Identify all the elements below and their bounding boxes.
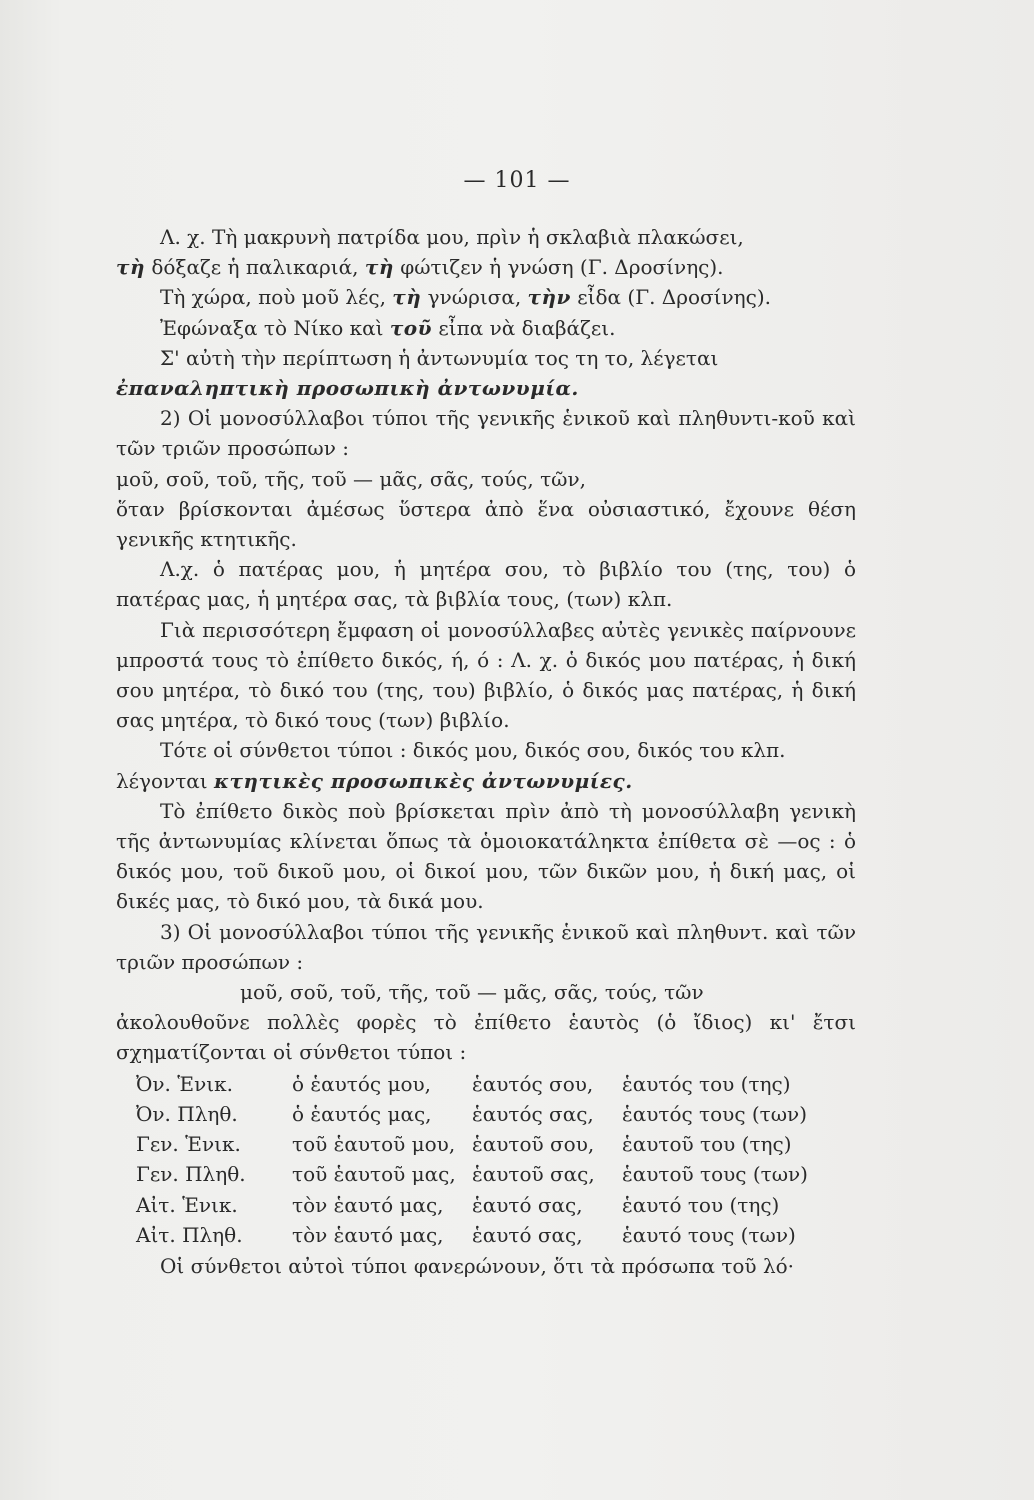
declension-row (136, 1129, 808, 1159)
text-run: Τὴ χώρα, ποὺ μοῦ λές, (160, 285, 393, 310)
declension-cell: τὸν ἑαυτό μας, (292, 1192, 444, 1217)
declension-cell: Γεν. Πληθ. (136, 1162, 246, 1187)
declension-cell: ἑαυτοῦ τους (των) (622, 1162, 808, 1187)
emphasis: τὴ (116, 255, 145, 280)
declension-cell: ἑαυτοῦ σου, (472, 1132, 595, 1157)
declension-cell: Γεν. Ἑνικ. (136, 1132, 241, 1157)
term-possessive-line (116, 766, 856, 796)
declension-row (136, 1190, 808, 1220)
example-line-1: Λ. χ. Τὴ μακρυνὴ πατρίδα μου, πρὶν ἡ σκλαβιὰ πλακώσει, (160, 225, 744, 249)
bold-term: κτητικὲς προσωπικὲς ἀντωνυμίες. (213, 768, 633, 793)
term-repetitive-pronoun (116, 373, 856, 403)
declension-cell: ἑαυτός σας, (472, 1101, 594, 1126)
text-run: γνώρισα, (421, 285, 528, 310)
pronoun-list-1: μοῦ, σοῦ, τοῦ, τῆς, τοῦ — μᾶς, σᾶς, τούς, τῶν, (116, 466, 586, 491)
emphasis: τὴ (364, 255, 394, 280)
text-run: λέγονται (116, 768, 214, 793)
paragraph-2: 2) Οἱ μονοσύλλαβοι τύποι τῆς γενικῆς ἑνικοῦ καὶ πληθυντι-κοῦ καὶ τῶν τριῶν προσώπων : (116, 406, 856, 461)
declension-cell: ὁ ἑαυτός μας, (292, 1101, 432, 1126)
paragraph-definition: Σ' αὐτὴ τὴν περίπτωση ἡ ἀντωνυμία τος τη το, λέγεται (160, 345, 719, 370)
example-line-3 (116, 282, 856, 312)
body-text (116, 222, 856, 1281)
text-run: Ἐφώναξα τὸ Νίκο καὶ (160, 315, 390, 340)
declension-row (136, 1159, 808, 1189)
declension-cell: ἑαυτοῦ σας, (472, 1162, 595, 1187)
paragraph-3: 3) Οἱ μονοσύλλαβοι τύποι τῆς γενικῆς ἑνικοῦ καὶ πληθυντ. καὶ τῶν τριῶν προσώπων : (116, 919, 856, 974)
text-run: δόξαζε ἡ παλικαριά, (145, 255, 365, 280)
emphasis: τὴ (392, 285, 422, 310)
declension-row (136, 1069, 808, 1099)
declension-cell: τοῦ ἑαυτοῦ μας, (292, 1162, 456, 1187)
declension-cell: Αἰτ. Πληθ. (136, 1222, 243, 1247)
example-line-2 (116, 252, 856, 282)
declension-cell: ἑαυτός τους (των) (622, 1101, 808, 1126)
declension-cell: ἑαυτό του (της) (622, 1192, 780, 1217)
declension-body (136, 1069, 808, 1250)
declension-cell: ἑαυτό σας, (472, 1192, 583, 1217)
bold-term: ἐπαναληπτικὴ προσωπικὴ ἀντωνυμία. (116, 376, 579, 401)
paragraph-emphasis: Γιὰ περισσότερη ἔμφαση οἱ μονοσύλλαβες αὐτὲς γενικὲς παίρνουνε μπροστά τους τὸ ἐπίθετο δικός, ή, ό : Λ. χ. ὁ δικός μου πατέρας, ἡ δική σου μητέρα, τὸ δικό του (της, του) βιβλίο, ὁ δικός μας πατέρας, ἡ δική σας μητέρα, τὸ δικό τους (των) βιβλίο. (116, 617, 856, 733)
emphasis: τοῦ (389, 315, 433, 340)
text-run: φώτιζεν ἡ γνώση (Γ. Δροσίνης). (393, 255, 724, 280)
declension-cell: ἑαυτός σου, (472, 1071, 594, 1096)
declension-cell: Ὀν. Ἑνικ. (136, 1071, 233, 1096)
page-number: — 101 — (463, 168, 571, 193)
declension-cell: ὁ ἑαυτός μου, (292, 1071, 432, 1096)
paragraph-2-cont: ὅταν βρίσκονται ἀμέσως ὕστερα ἀπὸ ἕνα οὐσιαστικό, ἔχουνε θέση γενικῆς κτητικῆς. (116, 496, 856, 552)
emphasis: τὴν (527, 285, 571, 310)
pronoun-list-2: μοῦ, σοῦ, τοῦ, τῆς, τοῦ — μᾶς, σᾶς, τούς, τῶν (240, 980, 704, 1005)
declension-cell: Ὀν. Πληθ. (136, 1101, 238, 1126)
paragraph-compound: Τότε οἱ σύνθετοι τύποι : δικός μου, δικός σου, δικός του κλπ. (160, 738, 786, 763)
paragraph-examples: Λ.χ. ὁ πατέρας μου, ἡ μητέρα σου, τὸ βιβλίο του (της, του) ὁ πατέρας μας, ἡ μητέρα σας, τὰ βιβλία τους, (των) κλπ. (116, 557, 856, 612)
paragraph-final: Οἱ σύνθετοι αὐτοὶ τύποι φανερώνουν, ὅτι τὰ πρόσωπα τοῦ λό· (160, 1253, 795, 1278)
declension-cell: τὸν ἑαυτό μας, (292, 1222, 444, 1247)
declension-cell: τοῦ ἑαυτοῦ μου, (292, 1132, 456, 1157)
text-run: εἶπα νὰ διαβάζει. (432, 315, 616, 340)
paragraph-3-cont: ἀκολουθοῦνε πολλὲς φορὲς τὸ ἐπίθετο ἑαυτὸς (ὁ ἴδιος) κι' ἔτσι σχηματίζονται οἱ σύνθετοι τύποι : (116, 1010, 856, 1065)
declension-cell: Αἰτ. Ἑνικ. (136, 1192, 238, 1217)
text-run: εἶδα (Γ. Δροσίνης). (570, 285, 772, 310)
declension-table (136, 1069, 808, 1250)
example-line-4 (116, 313, 856, 343)
declension-row (136, 1099, 808, 1129)
declension-cell: ἑαυτό σας, (472, 1222, 583, 1247)
declension-cell: ἑαυτοῦ του (της) (622, 1132, 792, 1157)
declension-row (136, 1220, 808, 1250)
declension-cell: ἑαυτός του (της) (622, 1071, 791, 1096)
declension-cell: ἑαυτό τους (των) (622, 1222, 796, 1247)
paragraph-adjective: Τὸ ἐπίθετο δικὸς ποὺ βρίσκεται πρὶν ἀπὸ τὴ μονοσύλλαβη γενικὴ τῆς ἀντωνυμίας κλίνεται ὅπως τὰ ὁμοιοκατάληκτα ἐπίθετα σὲ —ος : ὁ δικός μου, τοῦ δικοῦ μου, οἱ δικοί μου, τῶν δικῶν μου, ἡ δική μας, οἱ δικές μας, τὸ δικό μου, τὰ δικά μου. (116, 798, 856, 914)
